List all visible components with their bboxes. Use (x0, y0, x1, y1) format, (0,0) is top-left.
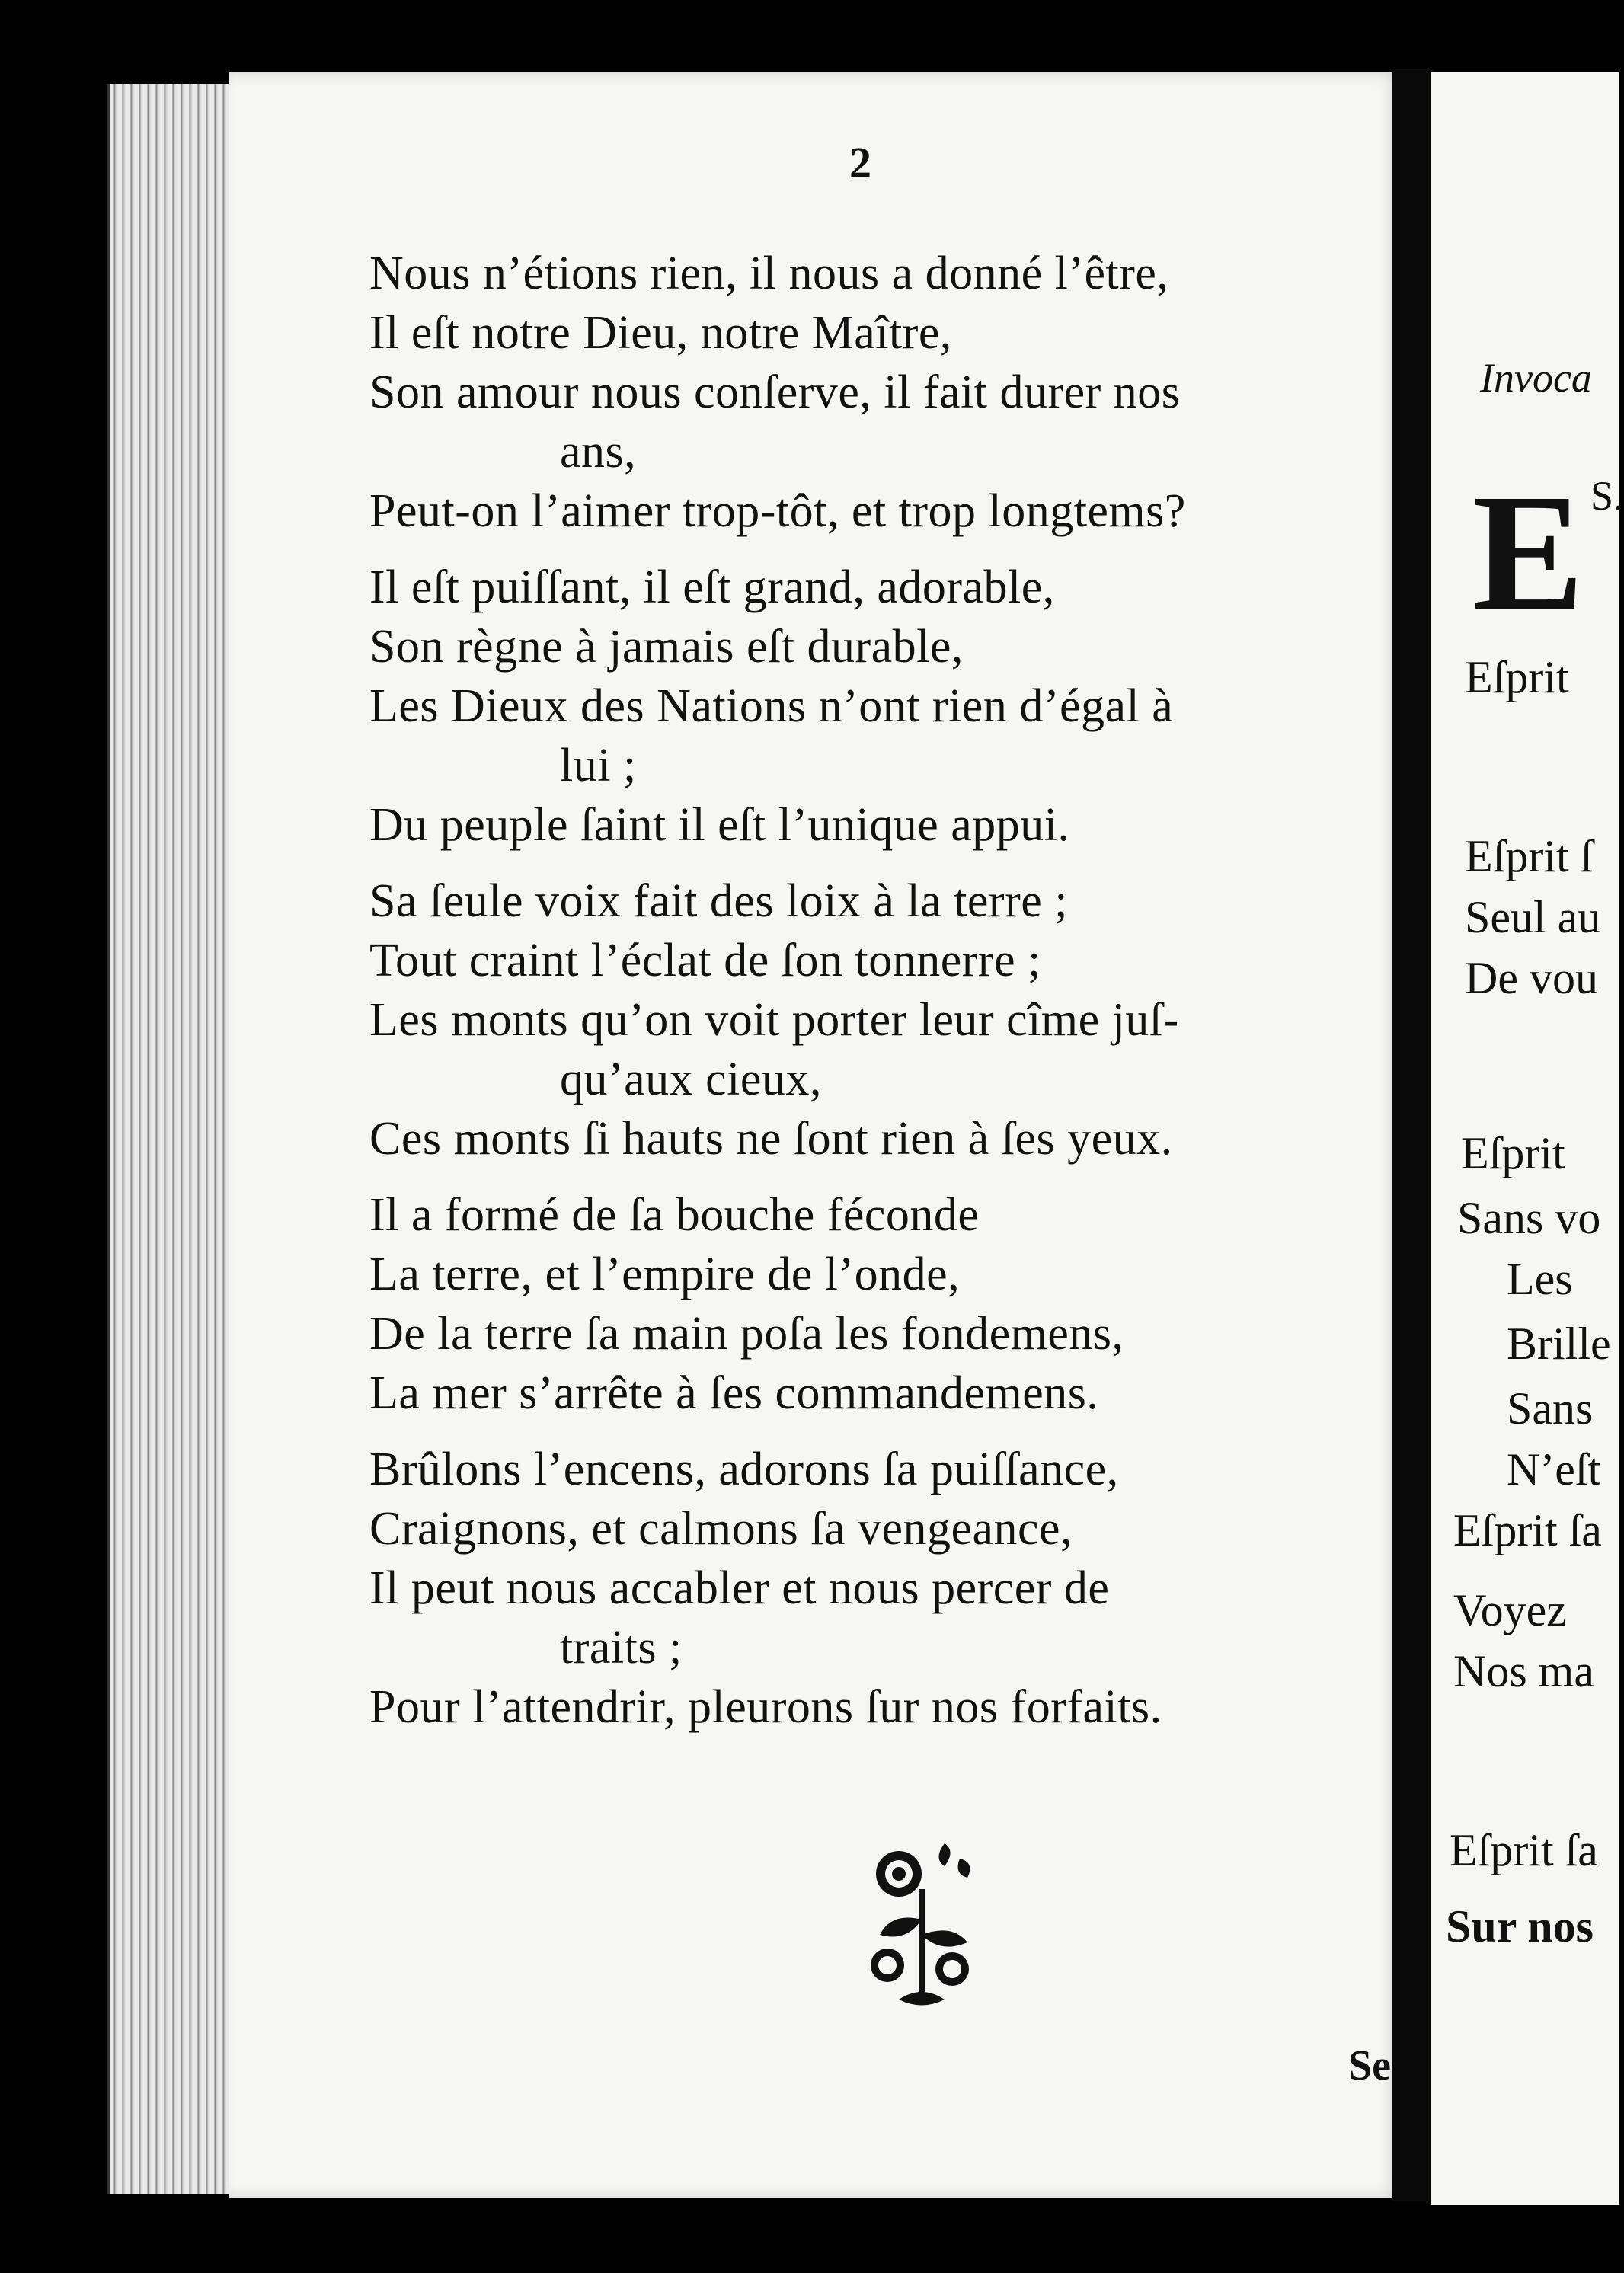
verse-line: Pour l’attendrir, pleurons ſur nos forfaits. (369, 1681, 1162, 1733)
right-page-line: Eſprit ſa (1450, 1825, 1598, 1875)
page-number: 2 (849, 138, 871, 187)
right-page (1431, 72, 1624, 2205)
stanza (369, 1440, 1383, 1737)
right-page-line: Nos ma (1453, 1646, 1594, 1696)
verse-line: Peut-on l’aimer trop-tôt, et trop longtems? (369, 485, 1186, 537)
right-page-heading: Invoca (1480, 355, 1592, 401)
verse-line: Il eſt notre Dieu, notre Maître, (369, 307, 952, 359)
floral-ornament-icon (853, 1836, 990, 2019)
verse-line: Il a formé de ſa bouche féconde (369, 1189, 980, 1241)
right-page-line: Eſprit (1465, 652, 1569, 702)
verse-line: Du peuple ſaint il eſt l’unique appui. (369, 799, 1070, 851)
verse-line-continuation: traits ; (560, 1622, 683, 1674)
right-page-line: N’eſt (1507, 1444, 1601, 1495)
verse-line: Il eſt puiſſant, il eſt grand, adorable, (369, 561, 1055, 613)
stanza (369, 1185, 1383, 1423)
right-page-line: Eſprit ſ (1465, 831, 1594, 881)
right-page-line: Brille (1507, 1319, 1611, 1369)
verse-line: La mer s’arrête à ſes commandemens. (369, 1367, 1099, 1419)
verse-line: Sa ſeule voix fait des loix à la terre ; (369, 875, 1068, 927)
verse-line: Les monts qu’on voit porter leur cîme juſ- (369, 994, 1179, 1046)
book-gutter (1392, 69, 1434, 2201)
verse-line: De la terre ſa main poſa les fondemens, (369, 1308, 1124, 1360)
verse-line-continuation: qu’aux cieux, (560, 1053, 822, 1105)
verse-line: Craignons, et calmons ſa vengeance, (369, 1503, 1073, 1555)
verse-line: Ces monts ſi hauts ne ſont rien à ſes yeux. (369, 1113, 1173, 1165)
right-page-line: Sur nos (1446, 1901, 1594, 1952)
right-page-line: Eſprit (1461, 1128, 1565, 1178)
right-page-line: Sans (1507, 1383, 1594, 1434)
right-page-line: Les (1507, 1254, 1573, 1304)
drop-capital: E (1472, 459, 1584, 645)
right-page-line: Voyez (1453, 1585, 1567, 1635)
verse-line-continuation: ans, (560, 426, 637, 478)
right-page-line: De vou (1465, 953, 1598, 1003)
verse-line: Son amour nous conſerve, il fait durer nos (369, 366, 1181, 418)
right-page-line: Sans vo (1457, 1193, 1601, 1243)
verse-line: Brûlons l’encens, adorons ſa puiſſance, (369, 1443, 1119, 1495)
verse-line: Tout craint l’éclat de ſon tonnerre ; (369, 935, 1041, 986)
book-page-edges (107, 84, 239, 2194)
stanza (369, 871, 1383, 1168)
verse-line: Nous n’étions rien, il nous a donné l’être, (369, 248, 1169, 299)
right-page-line: Eſprit ſa (1453, 1505, 1602, 1555)
verse-line: Son règne à jamais eſt durable, (369, 621, 964, 673)
verse-line: Il peut nous accabler et nous percer de (369, 1562, 1110, 1614)
stanza (369, 244, 1383, 541)
drop-capital-tail: S. (1590, 473, 1624, 519)
verse-line-continuation: lui ; (560, 740, 637, 791)
verse-line: Les Dieux des Nations n’ont rien d’égal à (369, 680, 1174, 732)
catchword: Se (1348, 2042, 1391, 2089)
verse-line: La terre, et l’empire de l’onde, (369, 1248, 961, 1300)
right-page-line: Seul au (1465, 892, 1601, 942)
stanza (369, 558, 1383, 855)
verse-block (369, 244, 1383, 1754)
